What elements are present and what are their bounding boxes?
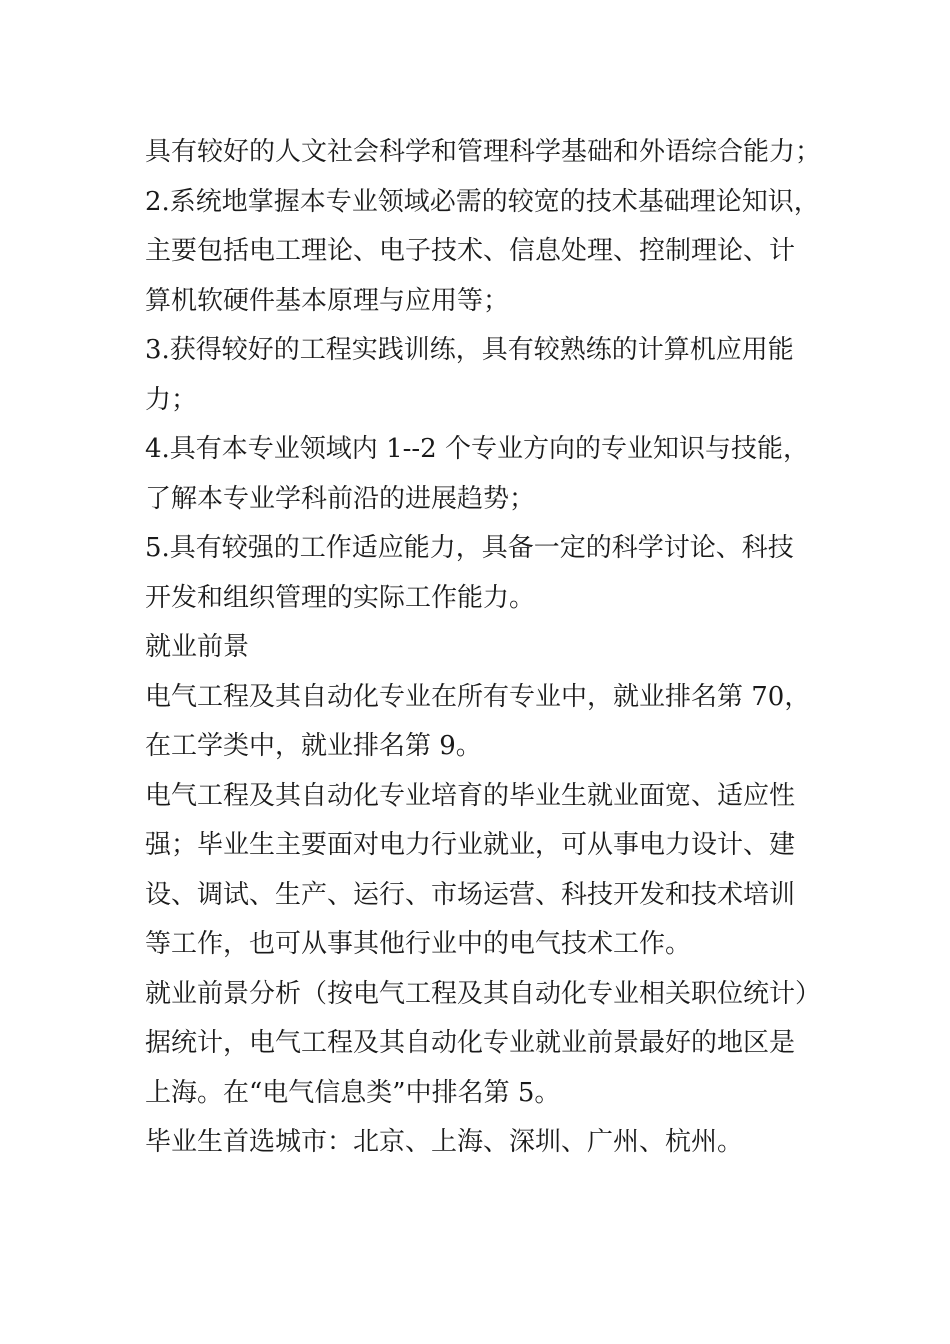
text-line: 毕业生首选城市：北京、上海、深圳、广州、杭州。	[145, 1127, 744, 1157]
document-body	[145, 128, 835, 1168]
text-line: 电气工程及其自动化专业培育的毕业生就业面宽、适应性	[145, 780, 796, 811]
text-line: 主要包括电工理论、电子技术、信息处理、控制理论、计	[145, 236, 796, 266]
text-line: 开发和组织管理的实际工作能力。	[145, 582, 536, 613]
text-line: 3.获得较好的工程实践训练，具有较熟练的计算机应用能	[145, 335, 794, 365]
text-line: 4.具有本专业领域内 1--2 个专业方向的专业知识与技能，	[145, 434, 809, 464]
text-line: 就业前景分析（按电气工程及其自动化专业相关职位统计）	[145, 978, 822, 1009]
text-line: 据统计，电气工程及其自动化专业就业前景最好的地区是	[145, 1028, 796, 1058]
section-heading: 就业前景	[145, 632, 250, 662]
text-line: 等工作，也可从事其他行业中的电气技术工作。	[145, 929, 692, 959]
text-line: 算机软硬件基本原理与应用等；	[145, 285, 510, 316]
text-line: 强；毕业生主要面对电力行业就业，可从事电力设计、建	[145, 830, 796, 860]
text-line: 电气工程及其自动化专业在所有专业中，就业排名第 70，	[145, 681, 811, 712]
text-line: 2.系统地掌握本专业领域必需的较宽的技术基础理论知识，	[145, 186, 820, 217]
text-line: 在工学类中，就业排名第 9。	[145, 731, 482, 761]
text-line: 具有较好的人文社会科学和管理科学基础和外语综合能力；	[145, 137, 822, 167]
text-line: 力；	[145, 384, 198, 415]
text-line: 5.具有较强的工作适应能力，具备一定的科学讨论、科技	[145, 533, 794, 563]
text-line: 了解本专业学科前沿的进展趋势；	[145, 483, 536, 514]
text-line: 上海。在“电气信息类”中排名第 5。	[145, 1077, 561, 1108]
text-line: 设、调试、生产、运行、市场运营、科技开发和技术培训	[145, 879, 796, 910]
